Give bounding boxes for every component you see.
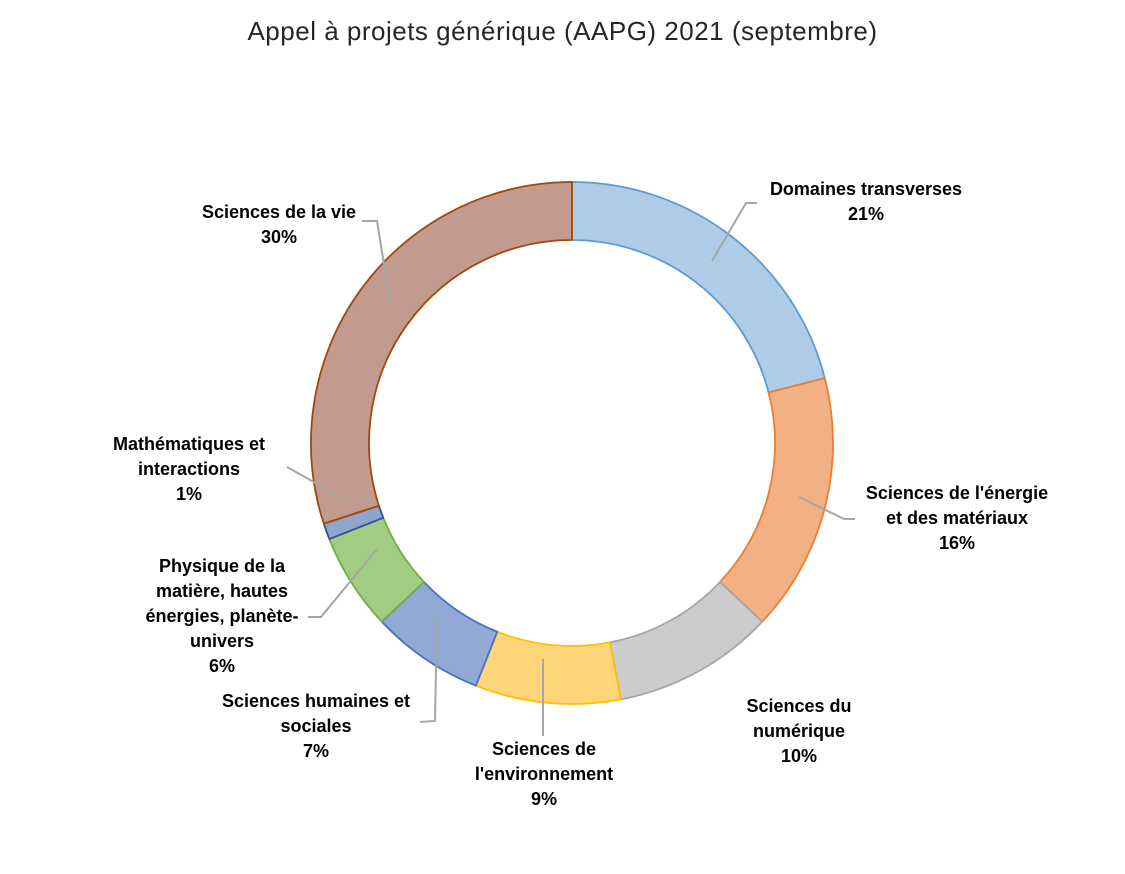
label-text: Sciences du	[746, 696, 852, 716]
label-sciences-humaines-sociales	[201, 689, 431, 764]
label-sciences-environnement	[459, 737, 629, 812]
label-pct: 6%	[208, 656, 235, 676]
label-text: interactions	[137, 459, 241, 479]
label-text: Sciences de la vie	[201, 202, 357, 222]
label-sciences-numerique	[729, 694, 869, 769]
label-text: et des matériaux	[885, 508, 1029, 528]
label-pct: 30%	[260, 227, 298, 247]
label-sciences-vie	[179, 200, 379, 250]
slice-sciences-de-l-energie-et-des-materiaux	[720, 378, 833, 622]
label-pct: 10%	[780, 746, 818, 766]
chart-title: Appel à projets générique (AAPG) 2021 (septembre)	[247, 16, 878, 46]
label-text: énergies, planète-	[145, 606, 299, 626]
label-pct: 1%	[175, 484, 202, 504]
label-text: Physique de la	[158, 556, 286, 576]
label-text: numérique	[752, 721, 845, 741]
label-mathematiques-interactions	[94, 432, 284, 507]
slice-sciences-de-l-environnement	[476, 632, 621, 704]
label-pct: 9%	[530, 789, 557, 809]
label-pct: 21%	[847, 204, 885, 224]
slice-sciences-du-numerique	[610, 582, 762, 699]
label-text: Sciences de l'énergie	[865, 483, 1049, 503]
label-text: Mathématiques et	[112, 434, 266, 454]
label-text: Sciences de	[491, 739, 597, 759]
label-pct: 16%	[938, 533, 976, 553]
label-text: matière, hautes	[155, 581, 289, 601]
label-text: univers	[189, 631, 255, 651]
label-text: sociales	[280, 716, 352, 736]
label-text: Domaines transverses	[769, 179, 963, 199]
label-physique-matiere	[127, 554, 317, 679]
label-sciences-energie-materiaux	[847, 481, 1067, 556]
label-text: Sciences humaines et	[221, 691, 411, 711]
label-domaines-transverses	[756, 177, 976, 227]
label-text: l'environnement	[474, 764, 614, 784]
donut-slices	[311, 182, 833, 704]
label-pct: 7%	[302, 741, 329, 761]
